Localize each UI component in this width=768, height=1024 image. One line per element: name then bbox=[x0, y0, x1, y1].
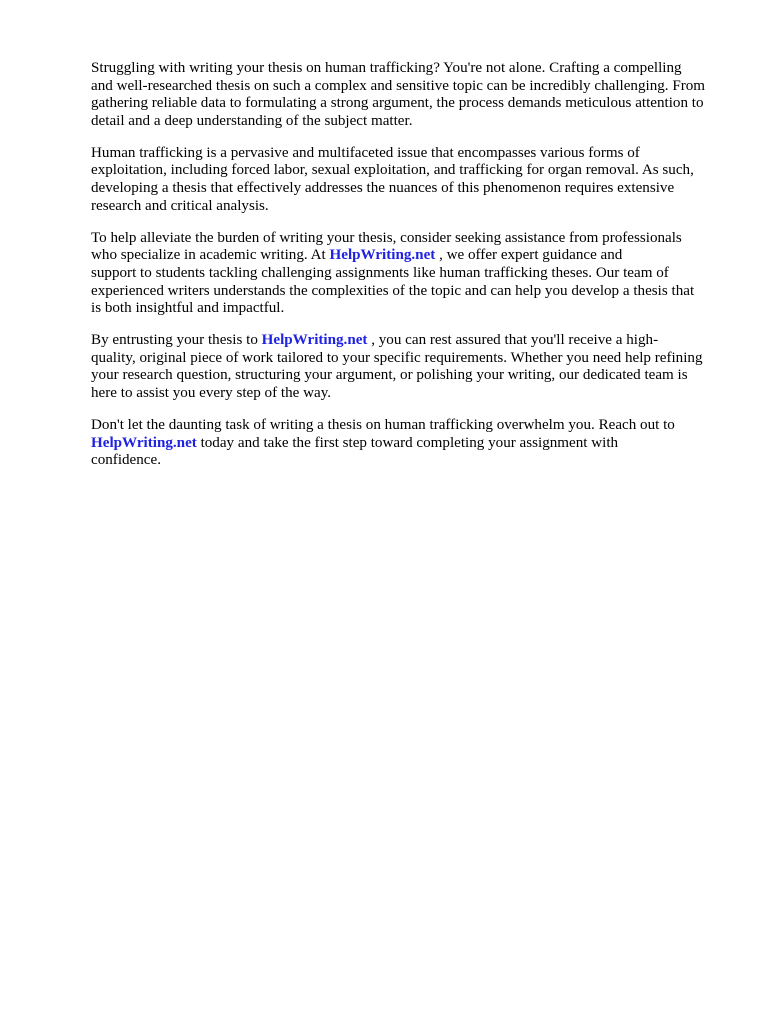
paragraph-assistance-text-after: , we offer expert guidance and support to students tackling challenging assignments like human trafficking theses. Our team of experienced writers understands the complexities of the topic and can help you develop a thesis that is both insightful and impactful. bbox=[91, 247, 695, 317]
paragraph-entrusting-text-after: , you can rest assured that you'll receive a high- quality, original piece of work tailored to your specific requirements. Whether you need help refining your research question, structuring your argument, or polishing your writing, our dedicated team is here to assist you every step of the way. bbox=[91, 332, 703, 401]
paragraph-assistance bbox=[91, 230, 723, 318]
paragraph-closing-text-before: Don't let the daunting task of writing a thesis on human trafficking overwhelm you. Reach out to bbox=[91, 417, 675, 434]
helpwriting-link[interactable]: HelpWriting.net bbox=[91, 434, 197, 451]
paragraph-intro: Struggling with writing your thesis on human trafficking? You're not alone. Crafting a compelling and well-researched thesis on such a complex and sensitive topic can be incredibly challenging. From gathering reliable data to formulating a strong argument, the process demands meticulous attention to detail and a deep understanding of the subject matter. bbox=[91, 60, 706, 129]
helpwriting-link[interactable]: HelpWriting.net bbox=[329, 247, 436, 264]
paragraph-entrusting bbox=[91, 332, 723, 402]
paragraph-assistance-text-before: To help alleviate the burden of writing your thesis, consider seeking assistance from professionals who specialize in academic writing. At bbox=[91, 229, 682, 264]
paragraph-closing bbox=[91, 417, 723, 470]
helpwriting-link[interactable]: HelpWriting.net bbox=[261, 332, 368, 349]
paragraph-context: Human trafficking is a pervasive and multifaceted issue that encompasses various forms of exploitation, including forced labor, sexual exploitation, and trafficking for organ removal. As such, developing a thesis that effectively addresses the nuances of this phenomenon requires extensive research and critical analysis. bbox=[91, 144, 694, 214]
document-body bbox=[91, 60, 723, 484]
paragraph-entrusting-text-before: By entrusting your thesis to bbox=[91, 332, 262, 349]
paragraph-closing-text-after: today and take the first step toward completing your assignment with confidence. bbox=[91, 434, 619, 469]
